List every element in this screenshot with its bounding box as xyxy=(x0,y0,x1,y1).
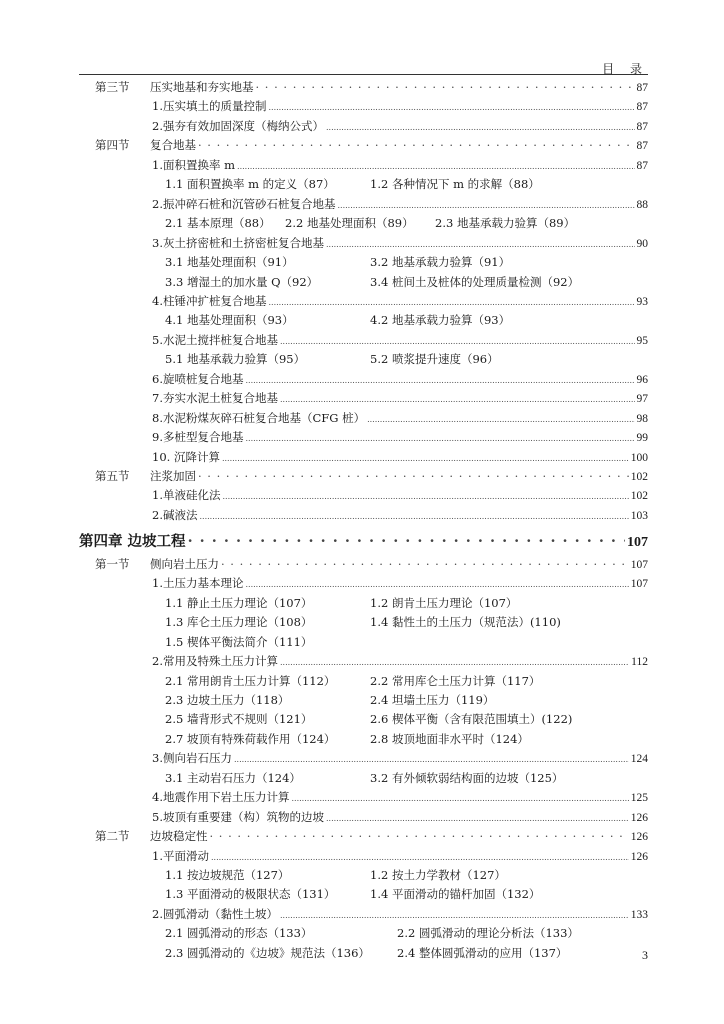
section-label: 第三节 xyxy=(95,80,130,94)
dot-leader xyxy=(199,505,628,527)
toc-row xyxy=(0,787,724,807)
toc-row xyxy=(0,807,724,827)
subsection-entry[interactable]: 2.4 整体圆弧滑动的应用（137） xyxy=(397,945,568,960)
section-title: 复合地基 xyxy=(150,138,196,153)
page-ref: 87 xyxy=(636,82,648,94)
subsection-entry[interactable]: 3.1 地基处理面积（91） xyxy=(165,255,294,270)
dot-leader xyxy=(256,77,635,97)
subsection-entry[interactable]: 5.1 地基承载力验算（95） xyxy=(165,352,306,367)
toc-row xyxy=(0,447,724,467)
page-ref: 88 xyxy=(636,198,648,211)
subsection-entry[interactable]: 4.2 地基承载力验算（93） xyxy=(370,313,511,328)
toc-row xyxy=(0,291,724,311)
item-title: 2.振冲碎石桩和沉管砂石桩复合地基 xyxy=(152,196,336,211)
page-ref: 96 xyxy=(636,373,648,386)
item-title: 6.旋喷桩复合地基 xyxy=(152,371,244,386)
toc-row xyxy=(0,174,724,194)
subsection-entry[interactable]: 1.5 楔体平衡法简介（111） xyxy=(165,634,313,649)
toc-row xyxy=(0,369,724,389)
toc-row xyxy=(0,593,724,613)
subsection-entry[interactable]: 4.1 地基处理面积（93） xyxy=(165,313,294,328)
subsection-entry[interactable]: 1.4 黏性土的土压力（规范法）(110) xyxy=(370,615,561,630)
page-ref: 95 xyxy=(636,334,648,347)
toc-row xyxy=(0,884,724,904)
toc-row xyxy=(0,485,724,505)
toc-row xyxy=(0,505,724,525)
toc-row xyxy=(0,77,724,97)
page-ref: 99 xyxy=(636,432,648,445)
toc-row xyxy=(0,651,724,671)
subsection-entry[interactable]: 1.3 库仑土压力理论（108） xyxy=(165,615,313,630)
toc-row xyxy=(0,554,724,574)
page-ref: 125 xyxy=(630,792,648,805)
item-title: 7.夯实水泥土桩复合地基 xyxy=(152,391,278,406)
toc-row xyxy=(0,748,724,768)
page-header-title: 目 录 xyxy=(602,62,648,76)
subsection-entry[interactable]: 2.7 坡顶有特殊荷载作用（124） xyxy=(165,731,336,746)
toc-row xyxy=(0,252,724,272)
page-ref: 87 xyxy=(636,159,648,172)
page-number: 3 xyxy=(642,948,648,962)
toc-row xyxy=(0,427,724,447)
page-ref: 100 xyxy=(630,451,648,464)
subsection-entry[interactable]: 2.3 边坡土压力（118） xyxy=(165,692,290,707)
toc-row xyxy=(0,96,724,116)
item-title: 3.侧向岩石压力 xyxy=(152,751,232,766)
subsection-entry[interactable]: 2.3 地基承载力验算（89） xyxy=(435,216,576,231)
toc-row xyxy=(0,466,724,486)
toc-row xyxy=(0,768,724,788)
subsection-entry[interactable]: 1.3 平面滑动的极限状态（131） xyxy=(165,887,336,902)
subsection-entry[interactable]: 2.6 楔体平衡（含有限范围填土）(122) xyxy=(370,712,573,727)
toc-row xyxy=(0,194,724,214)
item-title: 2.常用及特殊土压力计算 xyxy=(152,654,278,669)
subsection-entry[interactable]: 3.2 有外倾软弱结构面的边坡（125） xyxy=(370,770,564,785)
chapter-title: 第四章 边坡工程 xyxy=(79,533,186,551)
page-ref: 107 xyxy=(630,578,648,591)
item-title: 10. 沉降计算 xyxy=(152,449,220,464)
item-title: 5.水泥土搅拌桩复合地基 xyxy=(152,332,278,347)
toc-entry[interactable] xyxy=(150,554,648,575)
dot-leader xyxy=(198,135,635,155)
header-rule xyxy=(79,74,648,75)
toc-row xyxy=(0,388,724,408)
page-ref: 124 xyxy=(630,753,648,766)
page-ref: 87 xyxy=(636,120,648,133)
subsection-entry[interactable]: 2.2 圆弧滑动的理论分析法（133） xyxy=(397,926,579,941)
toc-row xyxy=(0,530,724,553)
subsection-entry[interactable]: 5.2 喷浆提升速度（96） xyxy=(370,352,499,367)
page-ref: 107 xyxy=(627,535,648,551)
toc-row xyxy=(0,349,724,369)
toc-row xyxy=(0,116,724,136)
toc-row xyxy=(0,155,724,175)
page-ref: 107 xyxy=(630,558,648,571)
subsection-entry[interactable]: 1.2 按土力学教材（127） xyxy=(370,868,506,882)
section-label: 第一节 xyxy=(95,556,130,571)
page-ref: 126 xyxy=(630,850,648,863)
page-ref: 133 xyxy=(630,908,648,921)
subsection-entry[interactable]: 2.1 常用朗肯土压力计算（112） xyxy=(165,673,336,688)
toc-row xyxy=(0,671,724,691)
page-ref: 90 xyxy=(636,237,648,250)
section-label: 第五节 xyxy=(95,469,130,483)
section-label: 第二节 xyxy=(95,829,130,844)
toc-row xyxy=(0,690,724,710)
subsection-entry[interactable]: 3.2 地基承载力验算（91） xyxy=(370,255,511,270)
item-title: 9.多桩型复合地基 xyxy=(152,430,244,445)
item-title: 1.平面滑动 xyxy=(152,848,209,863)
toc-row xyxy=(0,865,724,885)
page-ref: 126 xyxy=(630,831,648,844)
toc-row xyxy=(0,904,724,924)
item-title: 3.灰土挤密桩和土挤密桩复合地基 xyxy=(152,235,324,250)
page-ref: 97 xyxy=(636,393,648,406)
item-title: 4.地震作用下岩土压力计算 xyxy=(152,790,290,805)
page-ref: 87 xyxy=(636,140,648,153)
chapter-entry[interactable] xyxy=(79,530,648,554)
toc-entry[interactable] xyxy=(150,77,648,98)
subsection-entry[interactable]: 2.4 坦墙土压力（119） xyxy=(370,692,495,707)
section-title: 注浆加固 xyxy=(150,469,196,483)
subsection-entry[interactable]: 2.8 坡顶地面非水平时（124） xyxy=(370,731,529,746)
item-title: 2.强夯有效加固深度（梅纳公式） xyxy=(152,118,324,133)
page-ref: 102 xyxy=(630,471,648,483)
item-title: 1.面积置换率 m xyxy=(152,157,236,172)
toc-entry[interactable] xyxy=(152,505,648,527)
dot-leader xyxy=(198,466,629,486)
section-title: 边坡稳定性 xyxy=(150,829,208,844)
toc-row xyxy=(0,310,724,330)
subsection-entry[interactable]: 3.1 主动岩石压力（124） xyxy=(165,770,301,785)
subsection-entry[interactable]: 2.2 常用库仑土压力计算（117） xyxy=(370,673,541,688)
page-ref: 87 xyxy=(636,101,648,114)
item-title: 4.柱锤冲扩桩复合地基 xyxy=(152,293,267,308)
item-title: 1.单液硅化法 xyxy=(152,488,221,503)
page-ref: 112 xyxy=(631,656,648,669)
subsection-entry[interactable]: 1.4 平面滑动的锚杆加固（132） xyxy=(370,887,541,902)
subsection-entry[interactable]: 1.2 各种情况下 m 的求解（88） xyxy=(370,177,540,192)
item-title: 1.土压力基本理论 xyxy=(152,576,244,591)
subsection-entry[interactable]: 2.5 墙背形式不规则（121） xyxy=(165,712,313,727)
subsection-entry[interactable]: 2.1 圆弧滑动的形态（133） xyxy=(165,926,313,941)
dot-leader xyxy=(221,554,629,574)
toc-row xyxy=(0,135,724,155)
toc-row xyxy=(0,612,724,632)
toc-row xyxy=(0,729,724,749)
dot-leader xyxy=(188,530,625,553)
section-label: 第四节 xyxy=(95,138,130,153)
dot-leader xyxy=(210,826,629,846)
section-title: 压实地基和夯实地基 xyxy=(150,80,254,94)
page-ref: 102 xyxy=(630,490,648,503)
item-title: 2.碱液法 xyxy=(152,507,198,522)
toc-entry[interactable] xyxy=(150,466,648,487)
item-title: 8.水泥粉煤灰碎石桩复合地基（CFG 桩） xyxy=(152,410,366,425)
subsection-entry[interactable]: 2.3 圆弧滑动的《边坡》规范法（136） xyxy=(165,945,370,960)
toc-row xyxy=(0,846,724,866)
page-ref: 93 xyxy=(636,295,648,308)
page-ref: 103 xyxy=(630,509,648,522)
subsection-entry[interactable]: 2.2 地基处理面积（89） xyxy=(285,216,414,231)
toc-entry[interactable] xyxy=(150,135,648,156)
subsection-entry[interactable]: 2.1 基本原理（88） xyxy=(165,216,271,231)
toc-row xyxy=(0,233,724,253)
toc-row xyxy=(0,826,724,846)
toc-row xyxy=(0,573,724,593)
item-title: 1.压实填土的质量控制 xyxy=(152,99,267,114)
section-title: 侧向岩土压力 xyxy=(150,556,219,571)
toc-row xyxy=(0,330,724,350)
toc-row xyxy=(0,272,724,292)
subsection-entry[interactable]: 1.1 按边坡规范（127） xyxy=(165,868,290,882)
toc-row xyxy=(0,213,724,233)
item-title: 5.坡顶有重要建（构）筑物的边坡 xyxy=(152,809,324,824)
toc-row xyxy=(0,632,724,652)
item-title: 2.圆弧滑动（黏性土坡） xyxy=(152,906,278,921)
toc-row xyxy=(0,923,724,943)
toc-row xyxy=(0,943,724,963)
subsection-entry[interactable]: 3.4 桩间土及桩体的处理质量检测（92） xyxy=(370,274,580,289)
toc-entry[interactable] xyxy=(150,826,648,847)
subsection-entry[interactable]: 1.1 面积置换率 m 的定义（87） xyxy=(165,177,335,192)
toc-row xyxy=(0,408,724,428)
page-ref: 126 xyxy=(630,811,648,824)
subsection-entry[interactable]: 1.2 朗肯土压力理论（107） xyxy=(370,595,518,610)
subsection-entry[interactable]: 3.3 增湿土的加水量 Q（92） xyxy=(165,274,319,289)
subsection-entry[interactable]: 1.1 静止土压力理论（107） xyxy=(165,595,313,610)
toc-row xyxy=(0,709,724,729)
page-ref: 98 xyxy=(636,412,648,425)
